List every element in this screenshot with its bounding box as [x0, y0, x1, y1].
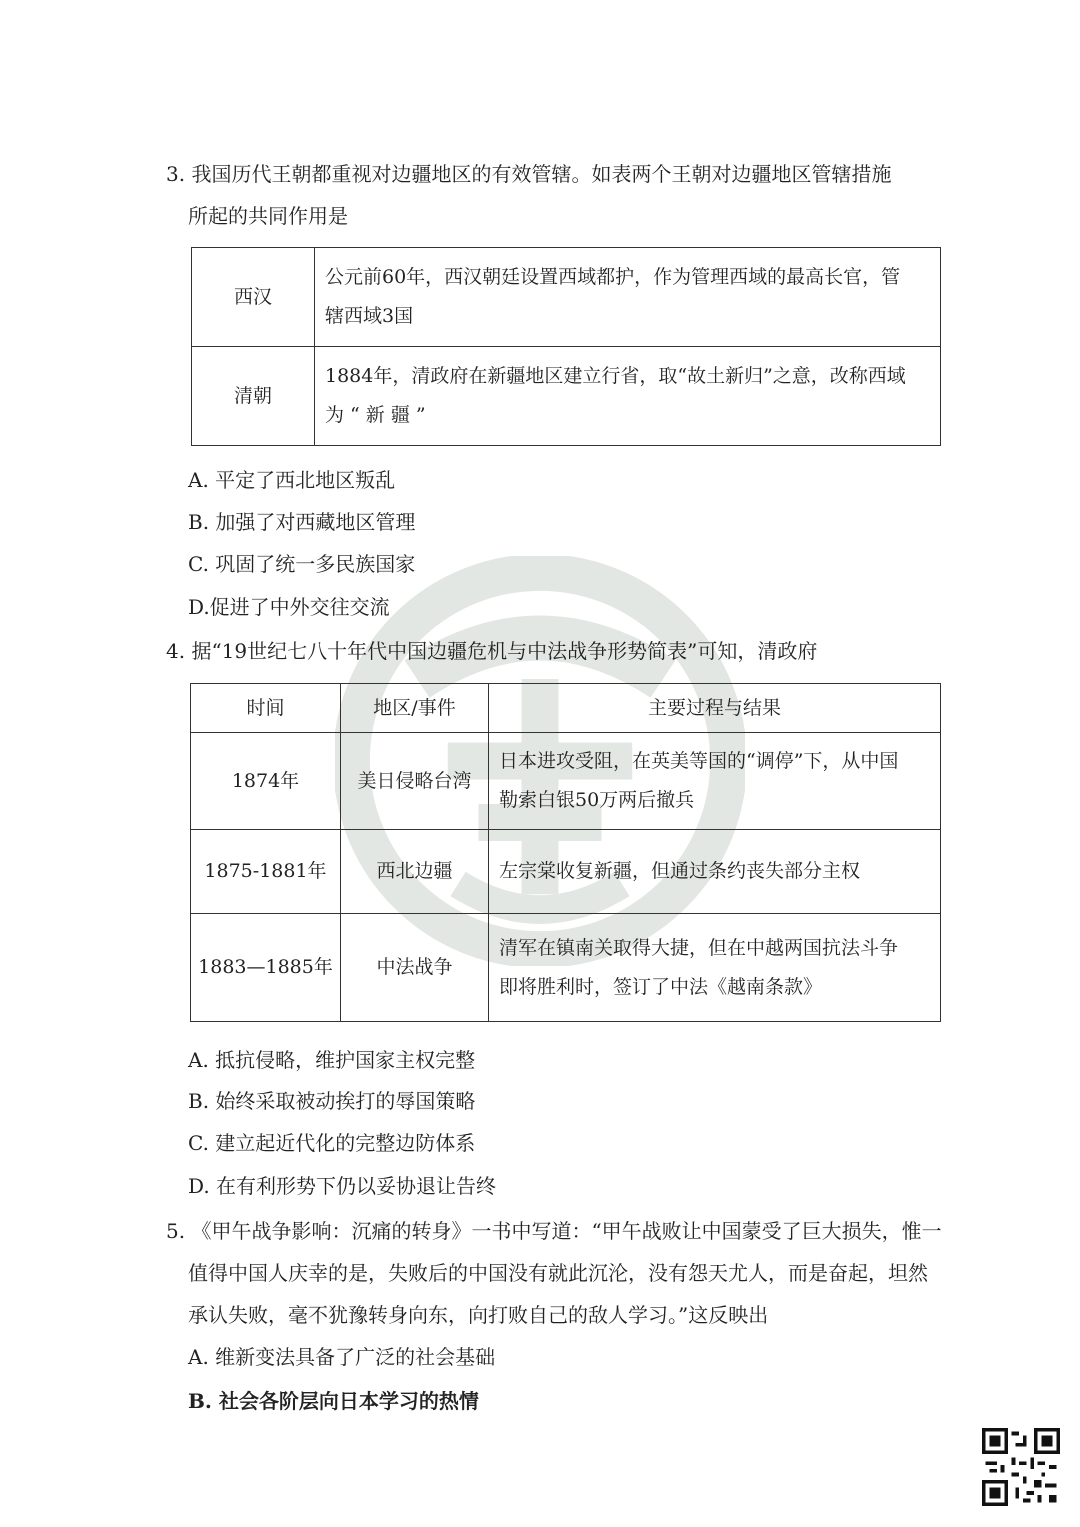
q4-time-cell: 1874年 [191, 733, 341, 830]
q4-option-b: B. 始终采取被动挨打的辱国策略 [188, 1089, 476, 1113]
q5-stem-line2: 值得中国人庆幸的是，失败后的中国没有就此沉沦，没有怨天尤人，而是奋起，坦然 [188, 1261, 928, 1285]
table-row [191, 914, 941, 1022]
q4-result-line: 左宗棠收复新疆，但通过条约丧失部分主权 [499, 860, 861, 882]
q4-event-cell: 西北边疆 [341, 830, 489, 914]
q3-option-c: C. 巩固了统一多民族国家 [188, 552, 416, 576]
q3-option-d: D.促进了中外交往交流 [188, 595, 390, 619]
table-row [191, 830, 941, 914]
q5-option-b: B. 社会各阶层向日本学习的热情 [188, 1389, 479, 1413]
qr-code-icon [982, 1428, 1060, 1506]
q3-stem-line1: 3. 我国历代王朝都重视对边疆地区的有效管辖。如表两个王朝对边疆地区管辖措施 [166, 162, 892, 186]
q3-dynasty-cell: 西汉 [192, 248, 315, 347]
q4-result-cell [489, 733, 941, 830]
q4-stem: 4. 据“19世纪七八十年代中国边疆危机与中法战争形势简表”可知，清政府 [166, 639, 818, 663]
q3-measure-line: 为 “ 新 疆 ” [325, 404, 426, 426]
table-header-row [191, 684, 941, 733]
q3-option-a: A. 平定了西北地区叛乱 [188, 468, 396, 492]
q3-measure-line: 公元前60年，西汉朝廷设置西域都护，作为管理西域的最高长官，管 [325, 266, 901, 288]
q4-result-line: 即将胜利时，签订了中法《越南条款》 [499, 975, 823, 998]
q4-result-line: 勒索白银50万两后撤兵 [499, 789, 695, 811]
q5-stem-line1: 5. 《甲午战争影响：沉痛的转身》一书中写道：“甲午战败让中国蒙受了巨大损失，惟一 [166, 1219, 942, 1243]
q4-event-cell: 美日侵略台湾 [341, 733, 489, 830]
q4-header-event: 地区/事件 [341, 684, 489, 733]
q4-table [190, 683, 941, 1022]
q3-measure-line: 辖西域3国 [325, 305, 414, 327]
q3-dynasty-cell: 清朝 [192, 347, 315, 446]
q5-stem-line3: 承认失败，毫不犹豫转身向东，向打败自己的敌人学习。”这反映出 [188, 1303, 769, 1327]
q4-time-cell: 1883—1885年 [191, 914, 341, 1022]
q4-result-cell [489, 914, 941, 1022]
q3-measure-cell [315, 248, 941, 347]
q4-time-cell: 1875-1881年 [191, 830, 341, 914]
q3-table [191, 247, 941, 446]
q4-result-cell [489, 830, 941, 914]
table-row [191, 733, 941, 830]
q3-stem-line2: 所起的共同作用是 [188, 204, 348, 228]
q5-option-a: A. 维新变法具备了广泛的社会基础 [188, 1345, 496, 1369]
q4-header-result: 主要过程与结果 [489, 684, 941, 733]
q3-option-b: B. 加强了对西藏地区管理 [188, 510, 416, 534]
q4-option-d: D. 在有利形势下仍以妥协退让告终 [188, 1174, 497, 1198]
q4-result-line: 日本进攻受阻，在英美等国的“调停”下，从中国 [499, 750, 899, 772]
q3-measure-line: 1884年，清政府在新疆地区建立行省，取“故土新归”之意，改称西域 [325, 365, 906, 387]
q4-event-cell: 中法战争 [341, 914, 489, 1022]
table-row [192, 347, 941, 446]
q4-option-a: A. 抵抗侵略，维护国家主权完整 [188, 1048, 476, 1072]
q3-measure-cell [315, 347, 941, 446]
q4-option-c: C. 建立起近代化的完整边防体系 [188, 1131, 476, 1155]
q4-header-time: 时间 [191, 684, 341, 733]
q4-result-line: 清军在镇南关取得大捷，但在中越两国抗法斗争 [499, 936, 899, 959]
table-row [192, 248, 941, 347]
